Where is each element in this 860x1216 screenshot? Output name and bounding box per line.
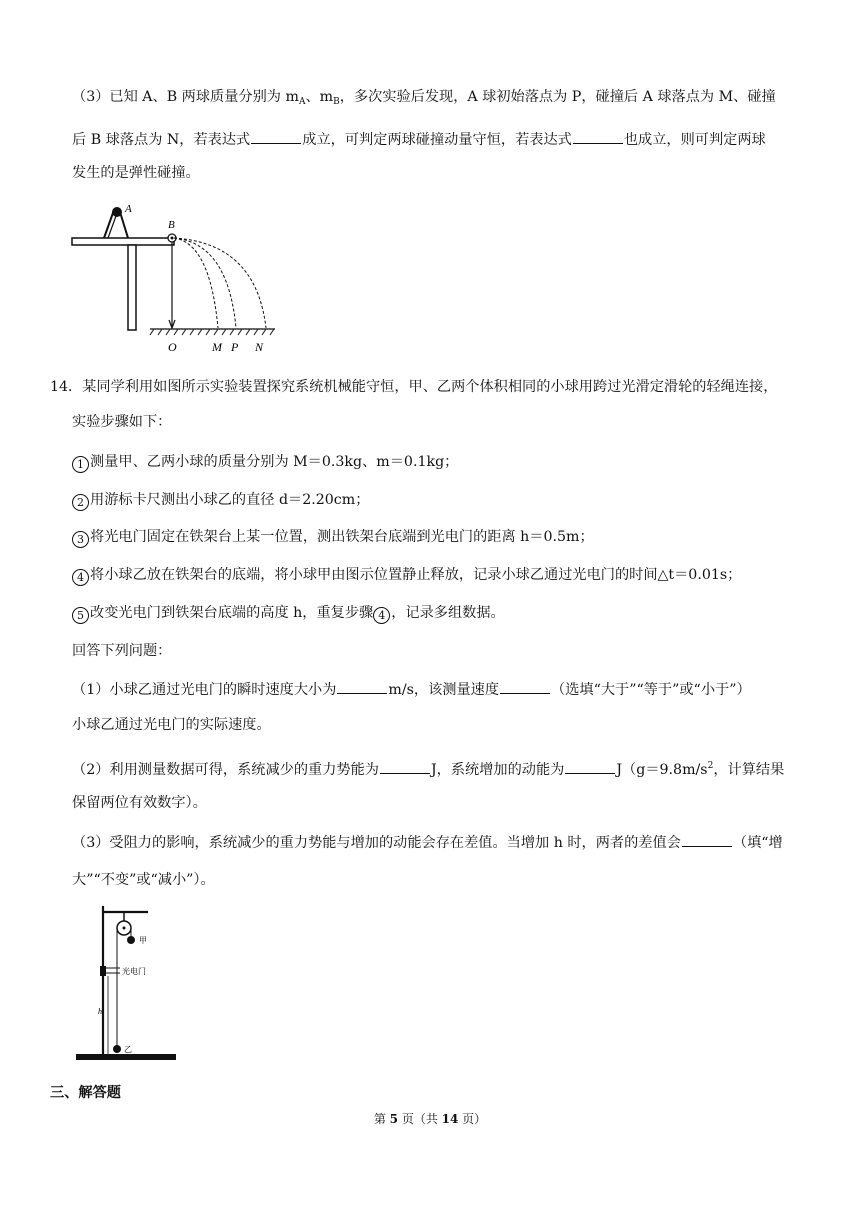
q14-step-1 bbox=[72, 452, 810, 473]
q14-sub2-line1 bbox=[72, 756, 810, 780]
sub3-text-b: （填“增 bbox=[732, 835, 783, 851]
step-number: 4 bbox=[72, 569, 89, 586]
footer-text: 页（共 bbox=[398, 1112, 442, 1126]
answer-blank[interactable] bbox=[337, 679, 387, 694]
q13-p3-text-a: （3）已知 A、B 两球质量分别为 m bbox=[72, 89, 299, 105]
ball-A bbox=[112, 207, 122, 217]
q13-p3-line3-text: 发生的是弹性碰撞。 bbox=[72, 165, 200, 181]
ball-jia bbox=[127, 936, 135, 944]
sub1-text-b: m/s，该测量速度 bbox=[388, 682, 500, 698]
sub2-text-b: J，系统增加的动能为 bbox=[430, 762, 565, 778]
q14-intro-line1 bbox=[50, 377, 810, 397]
step-text: 测量甲、乙两小球的质量分别为 M＝0.3kg、m＝0.1kg； bbox=[90, 454, 459, 470]
q14-intro-text: 14．某同学利用如图所示实验装置探究系统机械能守恒，甲、乙两个体积相同的小球用跨过光滑定滑轮的轻绳连接， bbox=[50, 379, 778, 395]
table-top bbox=[72, 238, 174, 245]
q14-intro-text-2: 实验步骤如下： bbox=[72, 414, 172, 430]
answer-blank[interactable] bbox=[573, 129, 623, 144]
label-yi: 乙 bbox=[124, 1045, 132, 1054]
q14-sub1-line1 bbox=[72, 679, 810, 700]
pulley-apparatus-figure bbox=[70, 902, 190, 1066]
table-leg bbox=[128, 245, 136, 330]
q14-sub2-line2 bbox=[72, 793, 810, 813]
sub1-text-a: （1）小球乙通过光电门的瞬时速度大小为 bbox=[72, 682, 337, 698]
page-footer bbox=[0, 1110, 860, 1128]
step-text: 改变光电门到铁架台底端的高度 h，重复步骤 bbox=[90, 605, 374, 621]
answer-blank[interactable] bbox=[500, 679, 550, 694]
label-B: B bbox=[168, 219, 175, 231]
answer-blank[interactable] bbox=[251, 129, 301, 144]
sub2-text-line2: 保留两位有效数字）。 bbox=[72, 795, 207, 811]
q13-p3-line3 bbox=[72, 163, 810, 183]
sub3-text-line2: 大”“不变”或“减小”）。 bbox=[72, 872, 215, 888]
footer-text: 第 bbox=[373, 1112, 390, 1126]
answer-blank[interactable] bbox=[682, 832, 732, 847]
step-number: 5 bbox=[72, 607, 89, 624]
label-N: N bbox=[255, 340, 264, 354]
sub1-text-line2: 小球乙通过光电门的实际速度。 bbox=[72, 717, 271, 733]
collision-apparatus-figure bbox=[70, 198, 280, 358]
section-title-text: 三、解答题 bbox=[50, 1085, 121, 1101]
photogate bbox=[100, 966, 106, 976]
sub2-text-a: （2）利用测量数据可得，系统减少的重力势能为 bbox=[72, 762, 379, 778]
label-O: O bbox=[168, 340, 177, 354]
step-text: ，记录多组数据。 bbox=[391, 605, 505, 621]
step-number: 1 bbox=[72, 456, 89, 473]
q14-answer-prompt bbox=[72, 641, 810, 661]
label-A: A bbox=[125, 203, 132, 215]
footer-text: 页） bbox=[458, 1112, 487, 1126]
answer-blank[interactable] bbox=[380, 759, 430, 774]
sub1-text-c: （选填“大于”“等于”或“小于”） bbox=[551, 682, 751, 698]
section-3-title bbox=[50, 1083, 810, 1103]
q13-p3-text-c: ，多次实验后发现，A 球初始落点为 P，碰撞后 A 球落点为 M、碰撞 bbox=[339, 89, 776, 105]
label-photogate: 光电门 bbox=[122, 967, 146, 976]
page-number: 5 bbox=[389, 1112, 398, 1126]
sub2-text-d: ，计算结果 bbox=[713, 762, 785, 778]
superscript-2: 2 bbox=[707, 761, 714, 771]
q14-step-5 bbox=[72, 603, 810, 624]
mA-subscript: A bbox=[298, 97, 306, 107]
q13-p3-line2-b: 成立，可判定两球碰撞动量守恒，若表达式 bbox=[302, 132, 572, 148]
q13-p3-line2-a: 后 B 球落点为 N，若表达式 bbox=[72, 132, 251, 148]
q13-p3-line1 bbox=[72, 87, 810, 112]
ball-yi bbox=[113, 1045, 121, 1053]
step-text: 将光电门固定在铁架台上某一位置，测出铁架台底端到光电门的距离 h＝0.5m； bbox=[90, 529, 594, 545]
step-text: 将小球乙放在铁架台的底端，将小球甲由图示位置静止释放，记录小球乙通过光电门的时间△t＝0.01s； bbox=[90, 567, 742, 583]
q13-p3-text-b: 、m bbox=[305, 89, 334, 105]
q14-sub3-line2 bbox=[72, 870, 810, 890]
label-M: M bbox=[212, 340, 222, 354]
step-number: 2 bbox=[72, 494, 89, 511]
sub3-text-a: （3）受阻力的影响，系统减少的重力势能与增加的动能会存在差值。当增加 h 时，两者的差值会 bbox=[72, 835, 681, 851]
q14-step-4 bbox=[72, 565, 810, 586]
step-number: 3 bbox=[72, 531, 89, 548]
step-reference: 4 bbox=[373, 607, 390, 624]
q14-sub1-line2 bbox=[72, 715, 810, 735]
label-jia: 甲 bbox=[139, 936, 147, 945]
sub2-text-c: J（g＝9.8m/s bbox=[616, 762, 708, 778]
label-h: h bbox=[98, 1007, 102, 1016]
answer-blank[interactable] bbox=[565, 759, 615, 774]
q13-p3-line2-c: 也成立，则可判定两球 bbox=[623, 132, 766, 148]
total-pages: 14 bbox=[441, 1112, 459, 1126]
stand-base bbox=[76, 1054, 176, 1060]
q14-sub3-line1 bbox=[72, 832, 810, 853]
q14-step-3 bbox=[72, 527, 810, 548]
q14-intro-line2 bbox=[72, 412, 810, 432]
q14-step-2 bbox=[72, 490, 810, 511]
q13-p3-line2 bbox=[72, 129, 810, 150]
step-text: 用游标卡尺测出小球乙的直径 d＝2.20cm； bbox=[90, 492, 370, 508]
answer-prompt-text: 回答下列问题： bbox=[72, 643, 172, 659]
label-P: P bbox=[231, 340, 239, 354]
mB-subscript: B bbox=[333, 97, 340, 107]
